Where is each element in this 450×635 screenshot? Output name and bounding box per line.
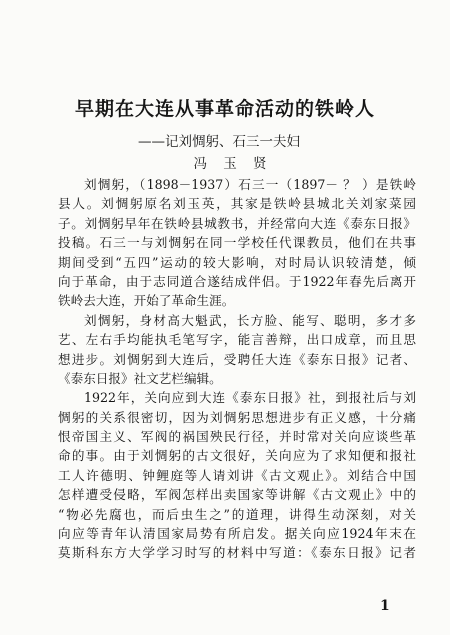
text-line: 期间受到“五四”运动的较大影响，对时局认识较清楚，倾: [58, 254, 416, 270]
text-line: “物必先腐也，而后虫生之”的道理，讲得生动深刻，对关: [58, 506, 416, 522]
text-line: 想进步。刘惆躬到大连后，受聘任大连《泰东日报》记者、: [58, 351, 416, 367]
text-line: 艺、左右手均能执毛笔写字，能言善辩，出口成章，而且思: [58, 332, 416, 348]
text-line: 县人。刘惆躬原名刘玉英，其家是铁岭县城北关刘家菜园: [58, 196, 416, 212]
text-line: 向应等青年认清国家局势有所启发。据关向应1924年末在: [58, 526, 416, 542]
text-line: 投稿。石三一与刘惆躬在同一学校任代课教员，他们在共事: [58, 235, 416, 251]
article-body: [58, 175, 416, 563]
text-line: 惆躬的关系很密切，因为刘惆躬思想进步有正义感，十分痛: [58, 409, 416, 425]
author-name: 冯 玉 贤: [193, 156, 273, 172]
page-number: 1: [380, 598, 390, 614]
text-line: 《泰东日报》社文艺栏编辑。: [58, 370, 222, 386]
text-line: 1922年，关向应到大连《泰东日报》社，到报社后与刘: [84, 390, 416, 406]
text-line: 向于革命，由于志同道合遂结成伴侣。于1922年春先后离开: [58, 273, 416, 289]
text-line: 刘惆躬，（1898－1937）石三一（1897－ ？ ）是铁岭: [84, 177, 416, 192]
article-title: 早期在大连从事革命活动的铁岭人: [74, 98, 375, 120]
text-line: 命的事。由于刘惆躬的古文很好，关向应为了求知便和报社: [58, 448, 416, 464]
text-line: 铁岭去大连，开始了革命生涯。: [58, 293, 235, 309]
article-subtitle: ——记刘惆躬、石三一夫妇: [138, 134, 300, 150]
text-line: 恨帝国主义、军阀的祸国殃民行径，并时常对关向应谈些革: [58, 429, 416, 445]
text-line: 怎样遭受侵略，军阀怎样出卖国家等讲解《古文观止》中的: [58, 487, 416, 503]
text-line: 子。刘惆躬早年在铁岭县城教书，并经常向大连《泰东日报》: [58, 215, 416, 231]
text-line: 刘惆躬，身材高大魁武，长方脸、能写、聪明，多才多: [84, 312, 416, 328]
text-line: 莫斯科东方大学学习时写的材料中写道：《泰东日报》记者: [58, 545, 416, 561]
text-line: 工人许德明、钟鲤庭等人请刘讲《古文观止》。刘结合中国: [58, 467, 416, 483]
